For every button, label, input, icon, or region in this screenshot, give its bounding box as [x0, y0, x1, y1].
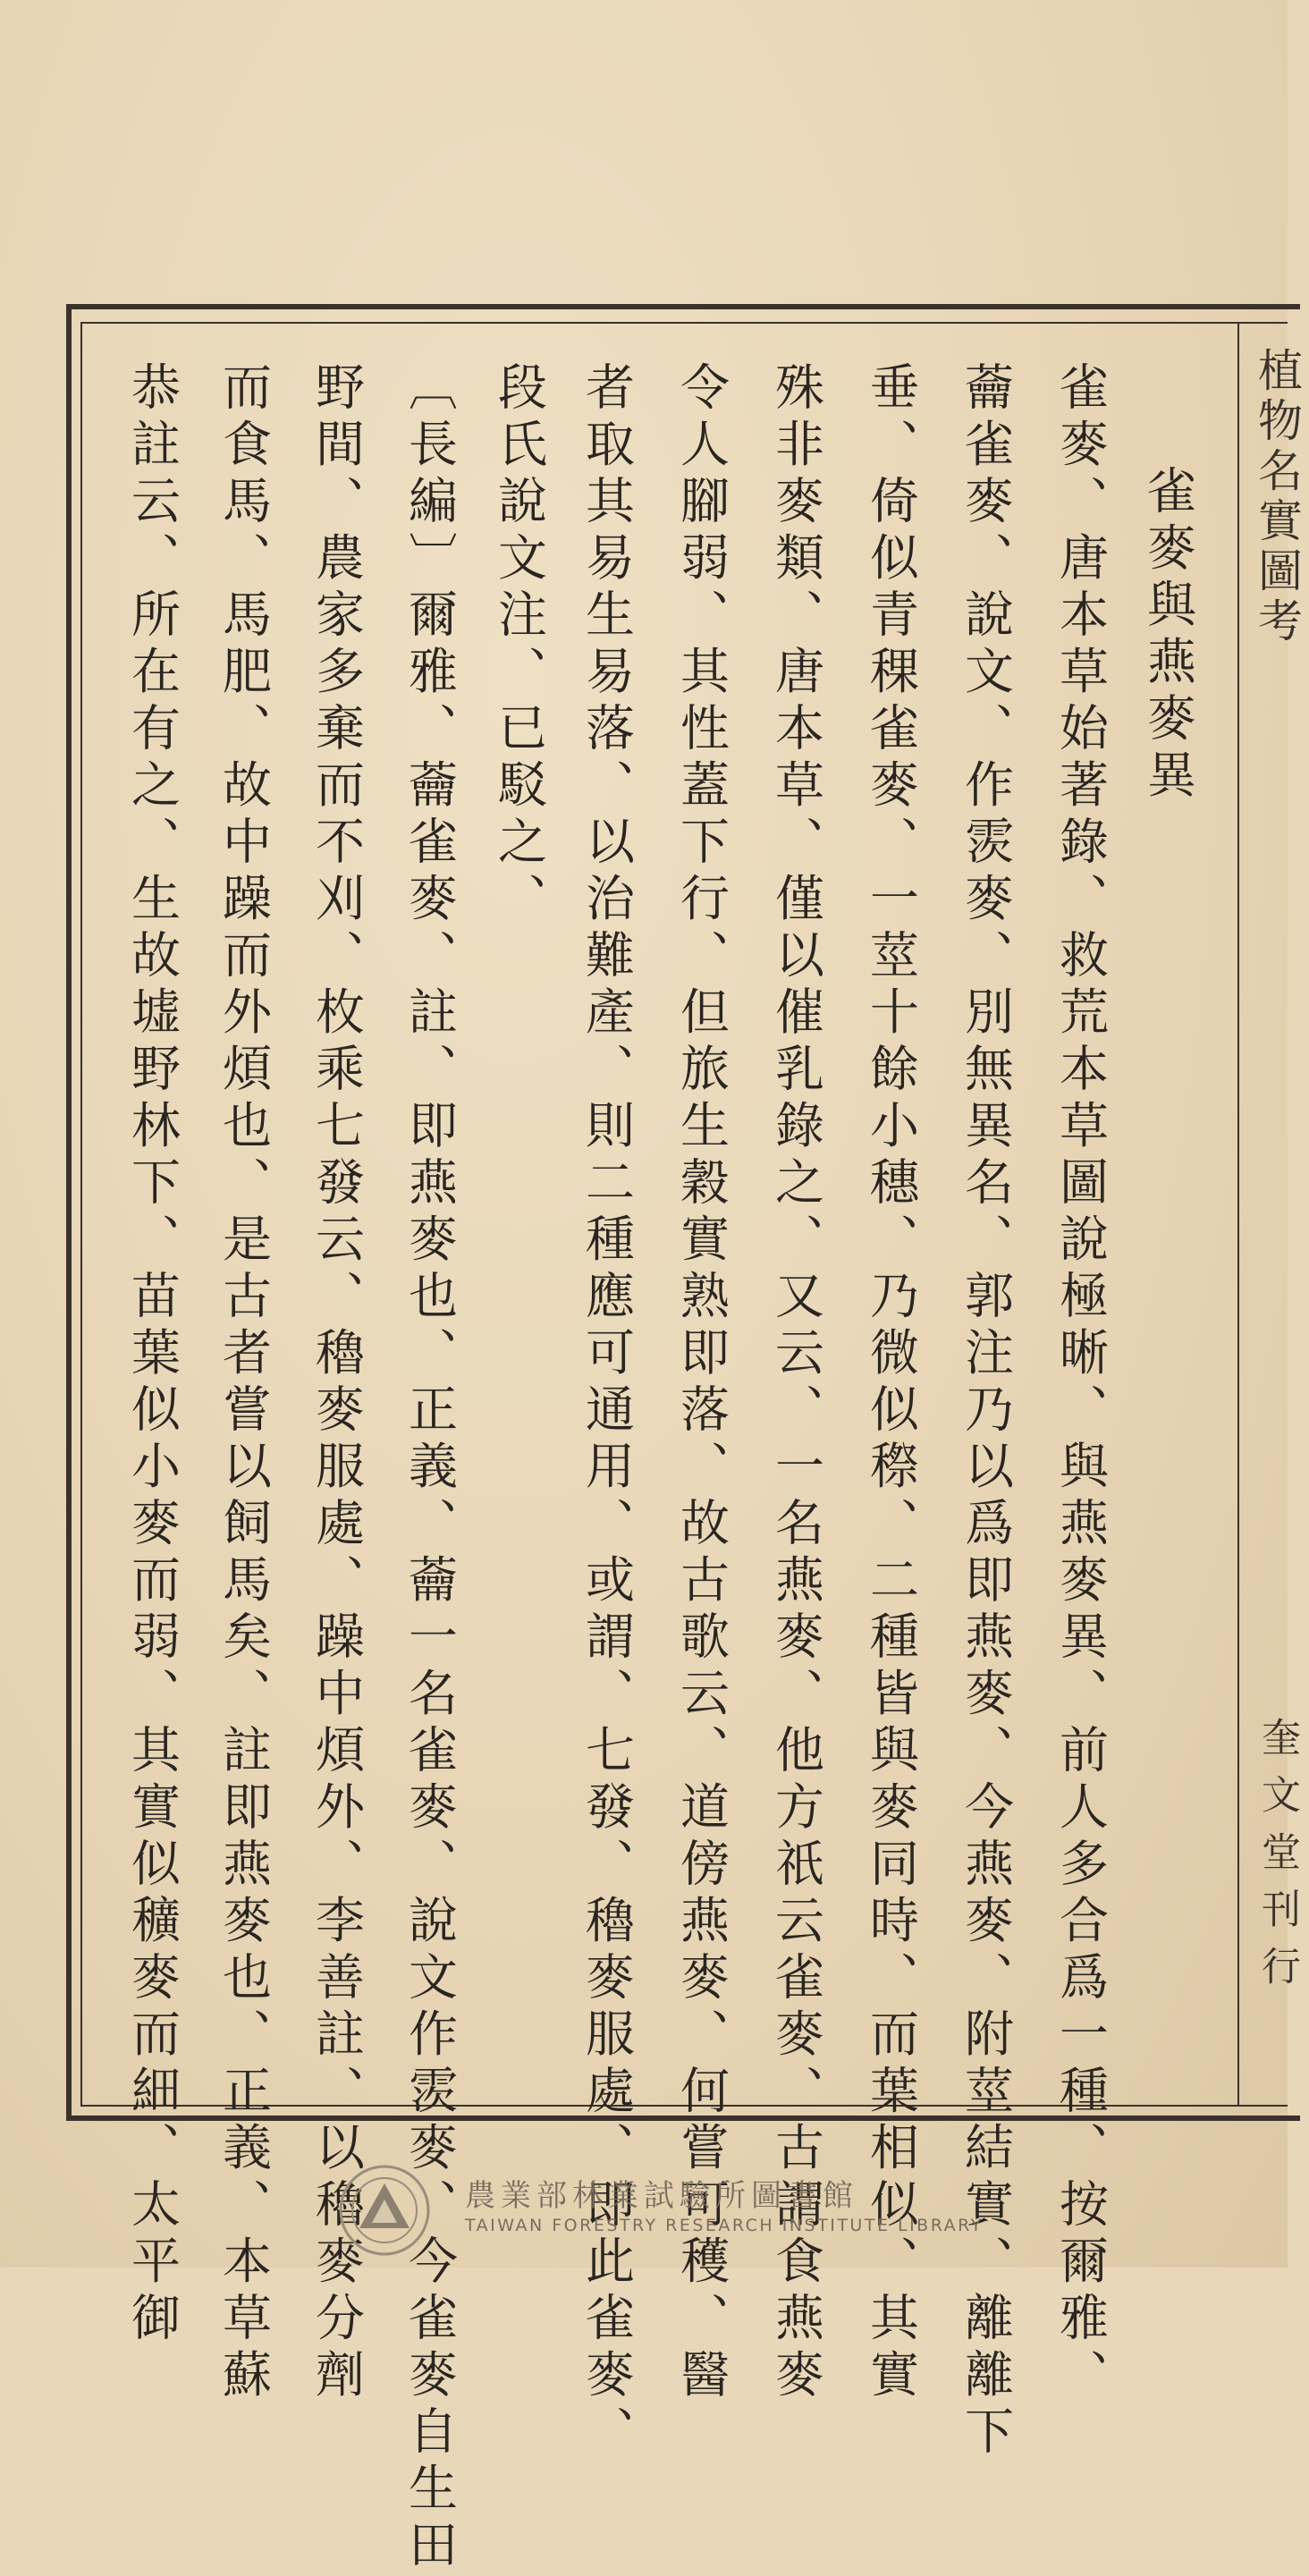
text-column-7: 段氏說文注、已駁之、 — [490, 361, 547, 929]
library-seal-icon — [338, 2164, 431, 2257]
book-title-margin: 植物名實圖考 — [1251, 347, 1303, 647]
library-name-chinese: 農業部林業試驗所圖書館 — [465, 2178, 858, 2214]
margin-divider-rule — [1237, 322, 1239, 2107]
text-column-6: 者取其易生易落、以治難產、則二種應可通用、或謂、七發、穭麥服處、即此雀麥、 — [578, 361, 635, 2462]
text-column-9: 野間、農家多棄而不刈、枚乘七發云、穭麥服處、躁中煩外、李善註、以穭麥分劑 — [308, 361, 365, 2405]
text-column-2: 蘥雀麥、說文、作䨏麥、別無異名、郭注乃以爲即燕麥、今燕麥、附莖結實、離離下 — [957, 361, 1014, 2462]
text-column-4: 殊非麥類、唐本草、僅以催乳錄之、又云、一名燕麥、他方祇云雀麥、古謂食燕麥 — [767, 361, 824, 2405]
text-column-1: 雀麥、唐本草始著錄、救荒本草圖說極晰、與燕麥異、前人多合爲一種、按爾雅、 — [1051, 361, 1109, 2405]
section-heading: 雀麥與燕麥異 — [1139, 465, 1196, 806]
text-column-8: 〔長編〕爾雅、蘥雀麥、註、即燕麥也、正義、蘥一名雀麥、說文作䨏麥、今雀麥自生田 — [401, 361, 458, 2576]
text-column-10: 而食馬、馬肥、故中躁而外煩也、是古者嘗以飼馬矣、註即燕麥也、正義、本草蘇 — [215, 361, 272, 2405]
text-column-5: 令人腳弱、其性蓋下行、但旅生穀實熟即落、故古歌云、道傍燕麥、何嘗可穫、醫 — [672, 361, 730, 2405]
publisher-margin: 奎文堂刊行 — [1254, 1717, 1300, 2003]
text-column-3: 垂、倚似青稞雀麥、一莖十餘小穗、乃微似穄、二種皆與麥同時、而葉相似、其實 — [862, 361, 919, 2405]
library-name-english: TAIWAN FORESTRY RESEARCH INSTITUTE LIBRARY — [465, 2216, 984, 2235]
text-column-11: 恭註云、所在有之、生故墟野林下、苗葉似小麥而弱、其實似穬麥而細、太平御 — [123, 361, 181, 2349]
